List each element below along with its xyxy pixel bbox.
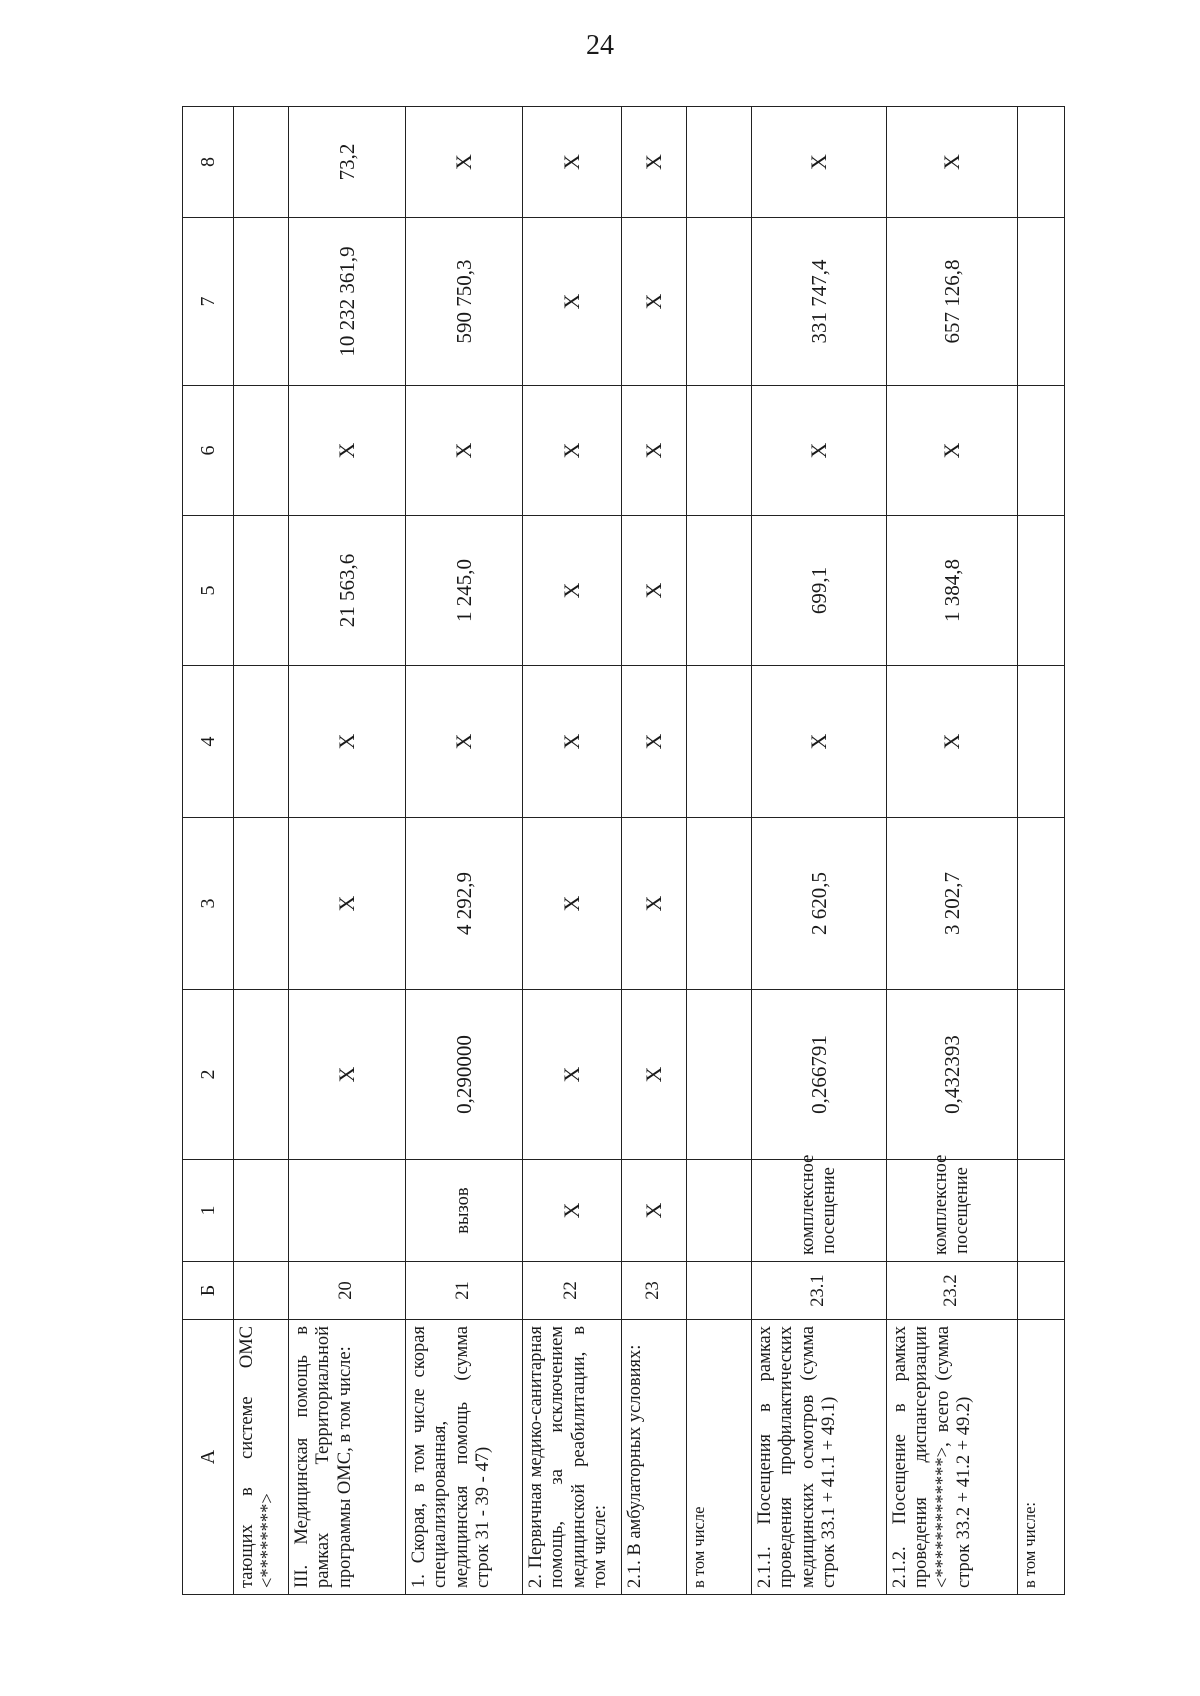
unit-cell [289, 1160, 406, 1262]
value-cell-5: 1 384,8 [887, 516, 1018, 666]
table-row [887, 107, 1018, 1595]
report-table [182, 106, 1065, 1595]
value-cell-7 [234, 218, 289, 386]
table-row [1018, 107, 1065, 1595]
value-cell-6: X [289, 386, 406, 516]
row-label: 1. Скорая, в том числе скорая специализированная, медицинская помощь (сумма строк 31 - 39 - 47) [406, 1320, 523, 1595]
header-cell-3: 3 [183, 818, 234, 990]
value-cell-3: 2 620,5 [752, 818, 887, 990]
header-cell-7: 7 [183, 218, 234, 386]
value-cell-5: 699,1 [752, 516, 887, 666]
value-cell-7 [1018, 218, 1065, 386]
value-cell-4: X [622, 666, 687, 818]
value-cell-5: 21 563,6 [289, 516, 406, 666]
value-cell-6: X [406, 386, 523, 516]
value-cell-3: 3 202,7 [887, 818, 1018, 990]
value-cell-4 [1018, 666, 1065, 818]
header-cell-6: 6 [183, 386, 234, 516]
value-cell-3: X [622, 818, 687, 990]
table-row [752, 107, 887, 1595]
table-row [234, 107, 289, 1595]
value-cell-4: X [406, 666, 523, 818]
value-cell-7: 331 747,4 [752, 218, 887, 386]
value-cell-8: X [887, 107, 1018, 218]
value-cell-6: X [622, 386, 687, 516]
header-row [183, 107, 234, 1595]
row-code: 23.2 [887, 1262, 1018, 1320]
row-code [234, 1262, 289, 1320]
value-cell-3: 4 292,9 [406, 818, 523, 990]
value-cell-8 [1018, 107, 1065, 218]
value-cell-2: X [523, 990, 622, 1160]
value-cell-7: X [622, 218, 687, 386]
value-cell-7 [687, 218, 752, 386]
value-cell-2 [234, 990, 289, 1160]
rotated-table-sheet [182, 107, 1043, 1595]
value-cell-2 [1018, 990, 1065, 1160]
row-label: в том числе: [1018, 1320, 1065, 1595]
unit-cell [234, 1160, 289, 1262]
value-cell-5 [1018, 516, 1065, 666]
value-cell-8: 73,2 [289, 107, 406, 218]
row-label: 2.1.2. Посещение в рамках проведения диспансеризации <*************>, всего (сумма строк 33.2 + 41.2 + 49.2) [887, 1320, 1018, 1595]
value-cell-3 [1018, 818, 1065, 990]
row-code: 21 [406, 1262, 523, 1320]
value-cell-2: 0,290000 [406, 990, 523, 1160]
value-cell-4: X [289, 666, 406, 818]
value-cell-2: 0,266791 [752, 990, 887, 1160]
value-cell-3: X [523, 818, 622, 990]
value-cell-2: X [289, 990, 406, 1160]
header-cell-4: 4 [183, 666, 234, 818]
value-cell-7: 590 750,3 [406, 218, 523, 386]
value-cell-8: X [622, 107, 687, 218]
table-row [289, 107, 406, 1595]
value-cell-6 [1018, 386, 1065, 516]
value-cell-5: X [523, 516, 622, 666]
value-cell-3: X [289, 818, 406, 990]
row-label: в том числе [687, 1320, 752, 1595]
value-cell-2 [687, 990, 752, 1160]
unit-cell: X [622, 1160, 687, 1262]
unit-cell: вызов [406, 1160, 523, 1262]
row-label: 2.1.1. Посещения в рамках проведения профилактических медицинских осмотров (сумма строк 33.1 + 41.1 + 49.1) [752, 1320, 887, 1595]
row-label: 2.1. В амбулаторных условиях: [622, 1320, 687, 1595]
header-cell-1: 1 [183, 1160, 234, 1262]
row-code [1018, 1262, 1065, 1320]
row-code: 23.1 [752, 1262, 887, 1320]
table-row [687, 107, 752, 1595]
row-code [687, 1262, 752, 1320]
value-cell-5: 1 245,0 [406, 516, 523, 666]
row-code: 22 [523, 1262, 622, 1320]
value-cell-8: X [406, 107, 523, 218]
value-cell-5 [687, 516, 752, 666]
value-cell-6 [234, 386, 289, 516]
value-cell-8 [687, 107, 752, 218]
unit-cell: комплексное посещение [752, 1160, 887, 1262]
value-cell-3 [687, 818, 752, 990]
value-cell-4: X [887, 666, 1018, 818]
value-cell-3 [234, 818, 289, 990]
value-cell-8: X [752, 107, 887, 218]
row-label: тающих в системе ОМС <********> [234, 1320, 289, 1595]
value-cell-7: 657 126,8 [887, 218, 1018, 386]
header-cell-8: 8 [183, 107, 234, 218]
value-cell-6: X [523, 386, 622, 516]
value-cell-4: X [523, 666, 622, 818]
row-code: 20 [289, 1262, 406, 1320]
header-cell-a: А [183, 1320, 234, 1595]
value-cell-5 [234, 516, 289, 666]
row-label: 2. Первичная медико-санитарная помощь, за исключением медицинской реабилитации, в том числе: [523, 1320, 622, 1595]
value-cell-7: X [523, 218, 622, 386]
row-code: 23 [622, 1262, 687, 1320]
value-cell-6: X [752, 386, 887, 516]
header-cell-5: 5 [183, 516, 234, 666]
row-label: III. Медицинская помощь в рамках Территориальной программы ОМС, в том числе: [289, 1320, 406, 1595]
header-cell-b: Б [183, 1262, 234, 1320]
table-row [406, 107, 523, 1595]
unit-cell [687, 1160, 752, 1262]
value-cell-6: X [887, 386, 1018, 516]
value-cell-8 [234, 107, 289, 218]
value-cell-2: X [622, 990, 687, 1160]
value-cell-4 [687, 666, 752, 818]
value-cell-8: X [523, 107, 622, 218]
table-row [622, 107, 687, 1595]
unit-cell: X [523, 1160, 622, 1262]
page-number: 24 [586, 30, 614, 61]
value-cell-7: 10 232 361,9 [289, 218, 406, 386]
table-row [523, 107, 622, 1595]
value-cell-4: X [752, 666, 887, 818]
value-cell-2: 0,432393 [887, 990, 1018, 1160]
header-cell-2: 2 [183, 990, 234, 1160]
value-cell-4 [234, 666, 289, 818]
unit-cell: комплексное посещение [887, 1160, 1018, 1262]
value-cell-6 [687, 386, 752, 516]
unit-cell [1018, 1160, 1065, 1262]
value-cell-5: X [622, 516, 687, 666]
